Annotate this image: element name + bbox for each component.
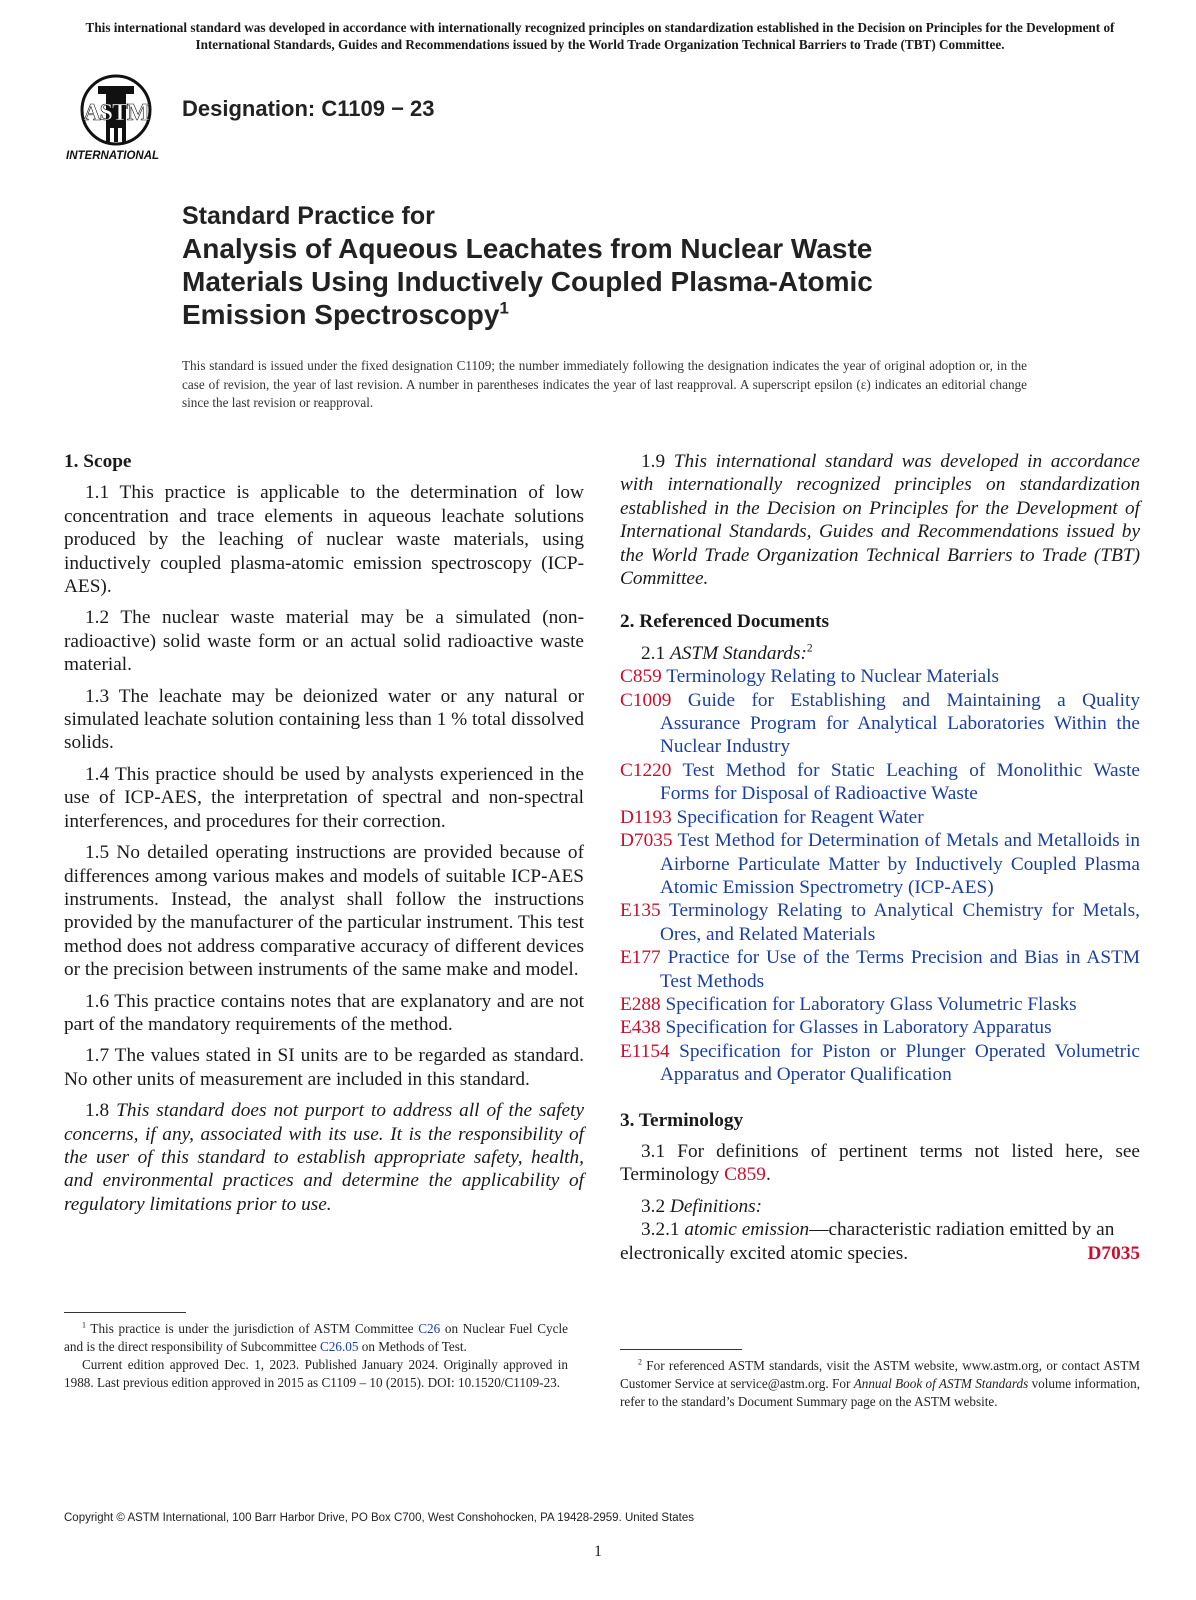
- subsection-label: ASTM Standards:: [669, 642, 807, 664]
- footnote-text: on Nuclear Fuel Cycle and is the direct responsibility of Subcommittee: [64, 1321, 569, 1354]
- reference-item[interactable]: [620, 689, 1140, 759]
- paragraph-1-4: 1.4 This practice should be used by analysts experienced in the use of ICP-AES, the interpretation of spectral and non-spectral interferences, and procedures for their correction.: [64, 763, 584, 832]
- paragraph-1-5: 1.5 No detailed operating instructions are provided because of differences among various makes and models of suitable ICP-AES instruments. Instead, the analyst shall follow the instructions provided by the manufacturer of the particular instrument. This test method does not address comparative accuracy of different devices or the precision between instruments of the same make and model.: [64, 842, 584, 981]
- logo-subtext: INTERNATIONAL: [66, 150, 160, 162]
- title-line: [182, 298, 1082, 331]
- reference-item[interactable]: [620, 829, 1140, 899]
- reference-title[interactable]: Terminology Relating to Nuclear Materials: [666, 666, 1000, 688]
- reference-code[interactable]: C1220: [620, 759, 672, 781]
- defined-term: atomic emission: [684, 1219, 810, 1241]
- right-column: [620, 450, 1140, 1273]
- reference-item[interactable]: [620, 993, 1140, 1016]
- page-number: 1: [594, 1543, 602, 1560]
- footnote-divider: [64, 1312, 186, 1313]
- paragraph-number: 1.8: [85, 1100, 110, 1122]
- reference-code[interactable]: D7035: [620, 830, 673, 852]
- paragraph-1-1: 1.1 This practice is applicable to the determination of low concentration and trace elements in aqueous leachate solutions produced by the leaching of nuclear waste materials, using inductively coupled plasma-atomic emission spectroscopy (ICP-AES).: [64, 482, 584, 598]
- definition-text: —characteristic radiation emitted by an electronically excited atomic species.: [620, 1219, 1115, 1264]
- footnote-divider: [620, 1349, 742, 1350]
- subcommittee-link-c26-05[interactable]: C26.05: [320, 1339, 359, 1354]
- paragraph-number: 2.1: [641, 642, 666, 664]
- paragraph-text: This standard does not purport to address all of the safety concerns, if any, associated with its use. It is the responsibility of the user of this standard to establish appropriate safety, health, and environmental practices and determine the applicability of regulatory limitations prior to use.: [64, 1100, 584, 1215]
- reference-code[interactable]: E1154: [620, 1040, 670, 1062]
- reference-item[interactable]: [620, 946, 1140, 993]
- paragraph-1-8: [64, 1099, 584, 1216]
- committee-link-c26[interactable]: C26: [418, 1321, 441, 1336]
- reference-item[interactable]: [620, 1016, 1140, 1039]
- footnote-mark: 1: [82, 1320, 86, 1330]
- paragraph-text: This international standard was developed in accordance with internationally recognized principles on standardization established in the Decision on Principles for the Development of International Standards, Guides and Recommendations issued by the World Trade Organization Technical Barriers to Trade (TBT) Committee.: [620, 451, 1140, 590]
- title-footnote-mark: 1: [499, 298, 509, 318]
- title-line: Analysis of Aqueous Leachates from Nuclear Waste: [182, 233, 873, 264]
- paragraph-text: 3.1 For definitions of pertinent terms not listed here, see Terminology: [620, 1140, 1140, 1186]
- footnote-text: For referenced ASTM standards, visit the ASTM website, www.astm.org, or contact ASTM Customer Service at service@astm.org. For: [620, 1358, 1140, 1391]
- title-line: Materials Using Inductively Coupled Plasma-Atomic: [182, 266, 873, 297]
- terminology-link-c859[interactable]: C859: [724, 1164, 766, 1186]
- left-column: [64, 450, 584, 1224]
- footnote-2: [620, 1357, 1140, 1411]
- reference-title[interactable]: Test Method for Determination of Metals and Metalloids in Airborne Particulate Matter by Inductively Coupled Plasma Atomic Emission Spectrometry (ICP-AES): [660, 830, 1140, 898]
- footnote-text: This practice is under the jurisdiction of ASTM Committee: [90, 1321, 414, 1336]
- paragraph-1-2: 1.2 The nuclear waste material may be a simulated (non-radioactive) solid waste form or an actual solid radioactive waste material.: [64, 607, 584, 676]
- copyright-notice: Copyright © ASTM International, 100 Barr Harbor Drive, PO Box C700, West Conshohocken, PA 19428-2959. United States: [64, 1512, 695, 1524]
- paragraph-3-2: [620, 1195, 1140, 1218]
- paragraph-number: 3.2.1: [641, 1219, 680, 1241]
- footnote-text: volume information, refer to the standard’s Document Summary page on the ASTM website.: [620, 1376, 1141, 1409]
- svg-text:ASTM: ASTM: [83, 100, 149, 126]
- title-line-text: Emission Spectroscopy: [182, 299, 500, 330]
- paragraph-1-6: 1.6 This practice contains notes that are explanatory and are not part of the mandatory requirements of the method.: [64, 990, 584, 1035]
- footnote-1-edition: Current edition approved Dec. 1, 2023. Published January 2024. Originally approved in 1988. Last previous edition approved in 2015 as C1109 – 10 (2015). DOI: 10.1520/C1109-23.: [64, 1357, 568, 1390]
- definition-source-link[interactable]: D7035: [1087, 1242, 1140, 1264]
- paragraph-number: 3.2: [641, 1195, 666, 1217]
- title-prefix: Standard Practice for: [182, 202, 435, 230]
- reference-code[interactable]: E177: [620, 947, 661, 969]
- reference-title[interactable]: Specification for Glasses in Laboratory Apparatus: [665, 1017, 1052, 1039]
- reference-code[interactable]: E438: [620, 1017, 661, 1039]
- reference-title[interactable]: Specification for Laboratory Glass Volumetric Flasks: [665, 993, 1077, 1015]
- footnote-mark: 2: [638, 1357, 642, 1367]
- paragraph-3-1: [620, 1140, 1140, 1187]
- reference-title[interactable]: Guide for Establishing and Maintaining a Quality Assurance Program for Analytical Laboratories Within the Nuclear Industry: [660, 689, 1140, 758]
- document-title: [182, 200, 1082, 331]
- reference-item[interactable]: [620, 806, 1140, 829]
- reference-title[interactable]: Terminology Relating to Analytical Chemistry for Metals, Ores, and Related Materials: [660, 900, 1140, 945]
- reference-item[interactable]: [620, 899, 1140, 946]
- footnote-2-paragraph: [620, 1357, 1140, 1411]
- wto-notice: This international standard was developed in accordance with internationally recognized principles on standardization established in the Decision on Principles for the Development of International Standards, Guides and Recommendations issued by the World Trade Organization Technical Barriers to Trade (TBT) Committee.: [85, 20, 1115, 52]
- punctuation: .: [765, 1164, 771, 1186]
- reference-item[interactable]: [620, 759, 1140, 806]
- reference-code[interactable]: D1193: [620, 806, 672, 828]
- subsection-label: Definitions:: [669, 1195, 763, 1217]
- footnote-text: on Methods of Test.: [361, 1339, 467, 1354]
- reference-item[interactable]: [620, 1040, 1140, 1087]
- paragraph-1-7: 1.7 The values stated in SI units are to be regarded as standard. No other units of measurement are included in this standard.: [64, 1045, 584, 1090]
- reference-title[interactable]: Specification for Piston or Plunger Operated Volumetric Apparatus and Operator Qualification: [660, 1040, 1140, 1086]
- paragraph-1-3: 1.3 The leachate may be deionized water or any natural or simulated leachate solution containing less than 1 % total dissolved solids.: [64, 685, 584, 754]
- astm-logo: [64, 72, 168, 166]
- paragraph-1-9: [620, 450, 1140, 590]
- footnote-1: [64, 1320, 568, 1392]
- reference-code[interactable]: C1009: [620, 689, 672, 711]
- reference-code[interactable]: E135: [620, 900, 661, 922]
- footnote-mark: 2: [806, 641, 813, 655]
- reference-code[interactable]: C859: [620, 666, 662, 688]
- footnote-italic-text: Annual Book of ASTM Standards: [853, 1376, 1029, 1391]
- reference-title[interactable]: Test Method for Static Leaching of Monolithic Waste Forms for Disposal of Radioactive Waste: [660, 759, 1140, 805]
- issue-note: This standard is issued under the fixed designation C1109; the number immediately following the designation indicates the year of original adoption or, in the case of revision, the year of last revision. A number in parentheses indicates the year of last reapproval. A superscript epsilon (ε) indicates an editorial change since the last revision or reapproval.: [182, 358, 1027, 410]
- section-heading-scope: 1. Scope: [64, 451, 132, 472]
- paragraph-number: 1.9: [641, 451, 666, 472]
- section-heading-terminology: 3. Terminology: [620, 1109, 744, 1131]
- reference-title[interactable]: Practice for Use of the Terms Precision and Bias in ASTM Test Methods: [660, 947, 1140, 992]
- paragraph-3-2-1: [620, 1218, 1140, 1265]
- referenced-documents-list: [620, 665, 1140, 1086]
- reference-title[interactable]: Specification for Reagent Water: [676, 806, 924, 828]
- footnote-1-paragraph: [64, 1320, 568, 1356]
- designation: Designation: C1109 − 23: [182, 96, 435, 121]
- reference-item[interactable]: [620, 665, 1140, 688]
- subsection-2-1: [620, 642, 1140, 665]
- section-heading-referenced-documents: 2. Referenced Documents: [620, 611, 830, 633]
- reference-code[interactable]: E288: [620, 993, 661, 1015]
